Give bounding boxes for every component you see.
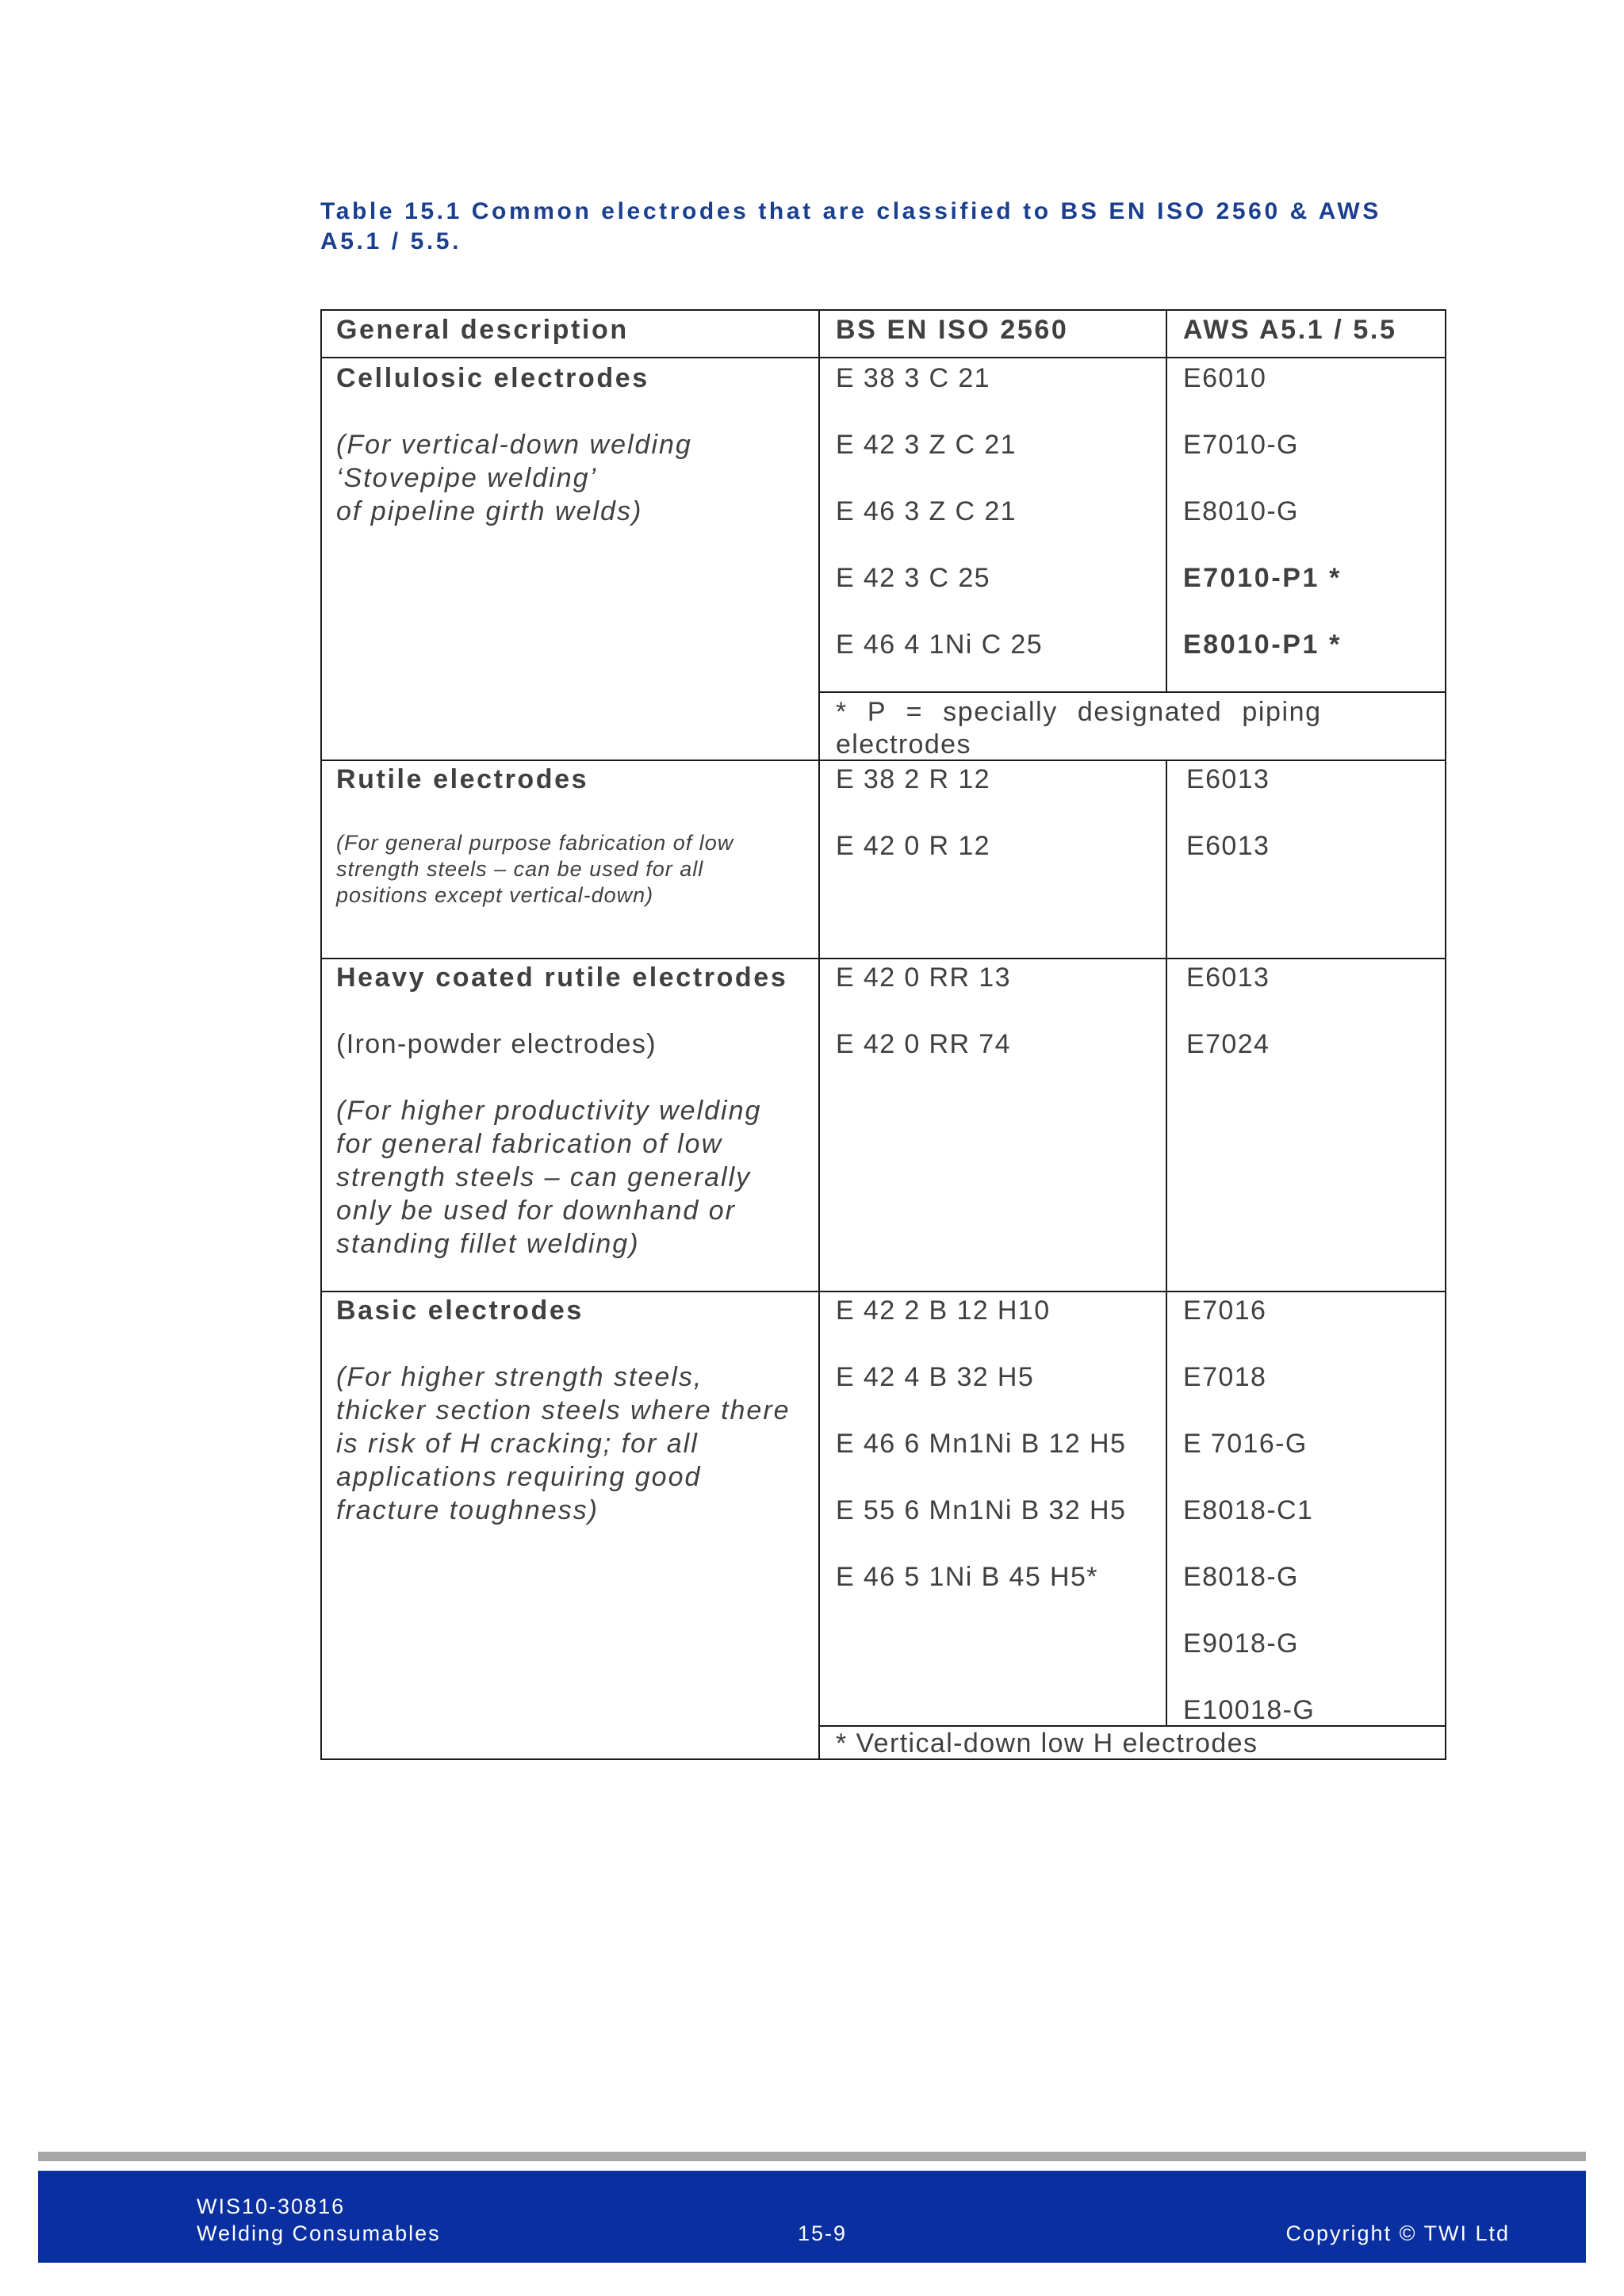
heavy-sub: (Iron-powder electrodes) (336, 1029, 657, 1059)
basic-aws-3: E 7016-G (1183, 1429, 1308, 1459)
cellulosic-aws-2: E7010-G (1183, 430, 1299, 460)
cellulosic-iso-3: E 46 3 Z C 21 (836, 496, 1017, 526)
cellulosic-aws-5: E8010-P1 * (1183, 629, 1342, 660)
cellulosic-aws-1: E6010 (1183, 363, 1267, 393)
row-rule-2 (320, 958, 1446, 959)
footer-doc-id: WIS10-30816 (197, 2195, 346, 2218)
heavy-desc-1: (For higher productivity welding (336, 1096, 762, 1126)
col-sep-2a (1166, 309, 1167, 691)
heavy-desc-4: only be used for downhand or (336, 1196, 736, 1226)
cellulosic-title: Cellulosic electrodes (336, 363, 649, 393)
basic-desc-1: (For higher strength steels, (336, 1362, 703, 1392)
footer-copyright: Copyright © TWI Ltd (1285, 2221, 1510, 2245)
rutile-iso-2: E 42 0 R 12 (836, 831, 990, 861)
heavy-aws-1: E6013 (1186, 962, 1270, 993)
cellulosic-aws-4: E7010-P1 * (1183, 563, 1342, 593)
basic-iso-5: E 46 5 1Ni B 45 H5* (836, 1562, 1098, 1592)
basic-iso-4: E 55 6 Mn1Ni B 32 H5 (836, 1495, 1127, 1525)
caption-line-1: Table 15.1 Common electrodes that are classified to BS EN ISO 2560 & AWS (320, 198, 1381, 224)
heavy-desc-2: for general fabrication of low (336, 1129, 723, 1159)
header-iso: BS EN ISO 2560 (836, 315, 1069, 345)
rutile-desc-2: strength steels – can be used for all (336, 857, 704, 881)
cellulosic-aws-3: E8010-G (1183, 496, 1299, 526)
cellulosic-iso-2: E 42 3 Z C 21 (836, 430, 1017, 460)
caption-line-2: A5.1 / 5.5. (320, 228, 462, 254)
basic-iso-1: E 42 2 B 12 H10 (836, 1295, 1051, 1326)
heavy-desc-3: strength steels – can generally (336, 1162, 752, 1192)
basic-aws-1: E7016 (1183, 1295, 1267, 1326)
heavy-desc-5: standing fillet welding) (336, 1229, 640, 1259)
basic-iso-2: E 42 4 B 32 H5 (836, 1362, 1035, 1392)
col-sep-1 (818, 309, 820, 1760)
table-caption (320, 197, 1431, 257)
basic-aws-5: E8018-G (1183, 1562, 1299, 1592)
basic-note: * Vertical-down low H electrodes (836, 1728, 1258, 1758)
cellulosic-desc-3: of pipeline girth welds) (336, 496, 643, 526)
basic-title: Basic electrodes (336, 1295, 584, 1326)
basic-aws-4: E8018-C1 (1183, 1495, 1314, 1525)
header-general-description: General description (336, 315, 629, 345)
footer-rule (38, 2152, 1586, 2161)
rutile-iso-1: E 38 2 R 12 (836, 764, 990, 794)
basic-aws-2: E7018 (1183, 1362, 1267, 1392)
heavy-aws-2: E7024 (1186, 1029, 1270, 1059)
heavy-iso-1: E 42 0 RR 13 (836, 962, 1011, 993)
rutile-title: Rutile electrodes (336, 764, 589, 794)
cellulosic-desc-2: ‘Stovepipe welding’ (336, 463, 598, 493)
cellulosic-iso-5: E 46 4 1Ni C 25 (836, 629, 1044, 660)
basic-desc-2: thicker section steels where there (336, 1395, 791, 1425)
basic-iso-3: E 46 6 Mn1Ni B 12 H5 (836, 1429, 1127, 1459)
rutile-desc-1: (For general purpose fabrication of low (336, 831, 734, 855)
basic-desc-5: fracture toughness) (336, 1495, 599, 1525)
rutile-aws-1: E6013 (1186, 764, 1270, 794)
footer-page-number: 15-9 (798, 2221, 848, 2245)
cellulosic-note-1: * P = specially designated piping (836, 697, 1322, 727)
heavy-iso-2: E 42 0 RR 74 (836, 1029, 1011, 1059)
row-rule-3 (320, 1291, 1446, 1292)
cellulosic-iso-1: E 38 3 C 21 (836, 363, 990, 393)
cellulosic-desc-1: (For vertical-down welding (336, 430, 692, 460)
page-footer (38, 2171, 1586, 2263)
rutile-desc-3: positions except vertical-down) (336, 883, 654, 907)
header-aws: AWS A5.1 / 5.5 (1183, 315, 1397, 345)
basic-aws-6: E9018-G (1183, 1628, 1299, 1659)
basic-desc-3: is risk of H cracking; for all (336, 1429, 699, 1459)
basic-desc-4: applications requiring good (336, 1462, 702, 1492)
heavy-title: Heavy coated rutile electrodes (336, 962, 788, 993)
basic-aws-7: E10018-G (1183, 1695, 1316, 1725)
header-rule (320, 357, 1446, 358)
cellulosic-iso-4: E 42 3 C 25 (836, 563, 990, 593)
cellulosic-note-rule (818, 691, 1446, 693)
footer-title: Welding Consumables (197, 2221, 441, 2245)
col-sep-2b (1166, 760, 1167, 1725)
cellulosic-note-2: electrodes (836, 729, 971, 760)
rutile-aws-2: E6013 (1186, 831, 1270, 861)
